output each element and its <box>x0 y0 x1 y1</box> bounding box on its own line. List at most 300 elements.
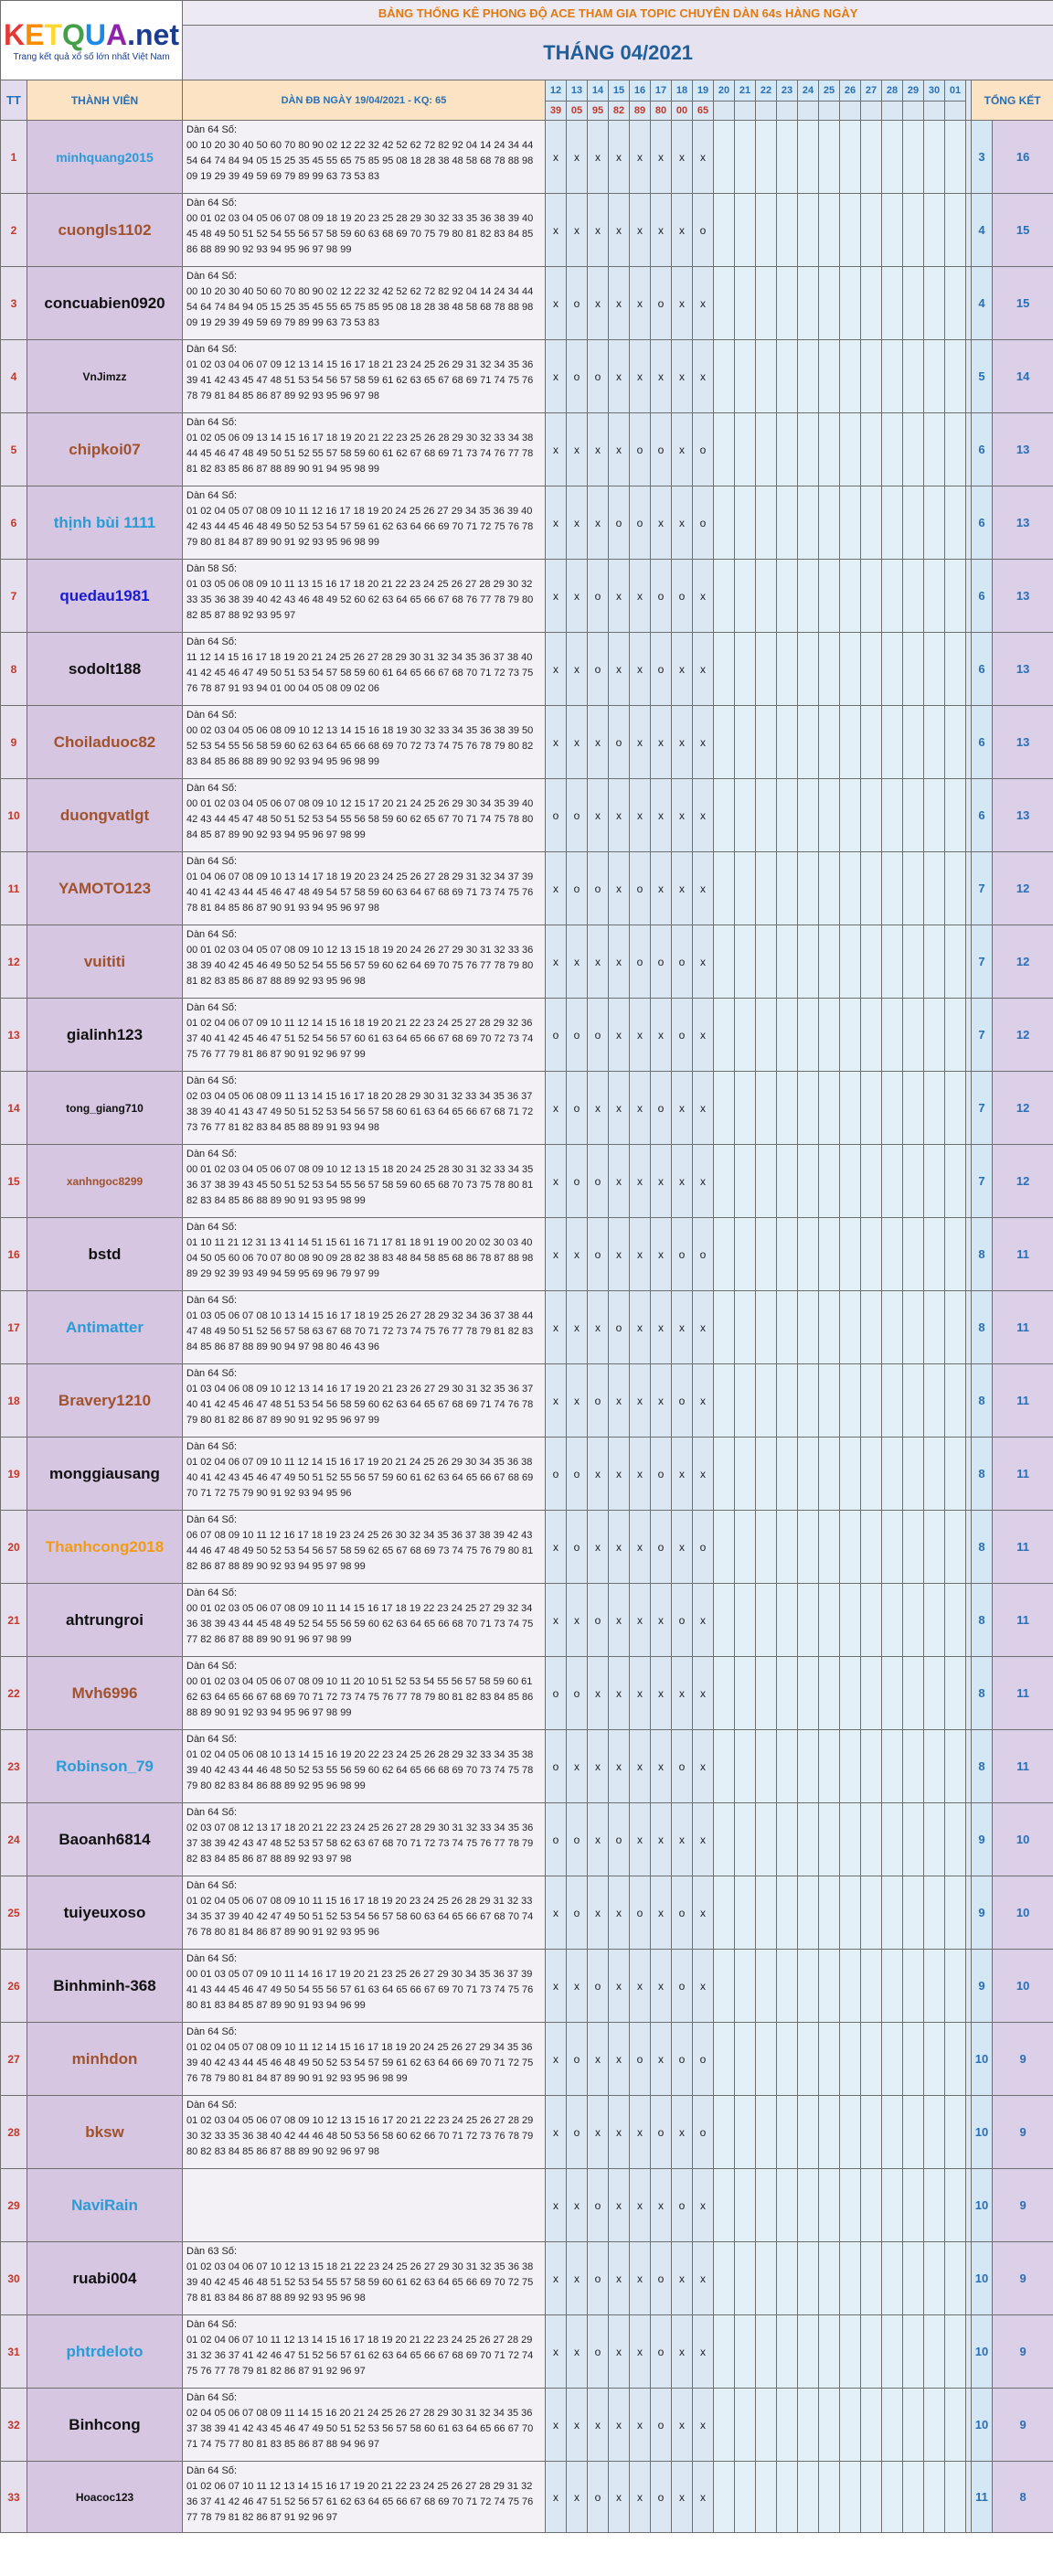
empty-day-cell <box>756 1072 777 1145</box>
dan-title: Dàn 64 Số: <box>186 344 238 355</box>
empty-day-cell <box>924 1511 945 1584</box>
empty-day-cell <box>735 925 756 999</box>
hit-mark: o <box>693 2096 714 2169</box>
empty-day-cell <box>945 852 966 925</box>
miss-count: 10 <box>972 2023 993 2096</box>
empty-day-cell <box>861 1730 882 1803</box>
member-name[interactable]: NaviRain <box>27 2169 183 2242</box>
member-name[interactable]: Binhminh-368 <box>27 1950 183 2023</box>
dan-numbers <box>183 413 546 486</box>
dan-list: 01 02 05 06 09 13 14 15 16 17 18 19 20 21 22 23 25 26 28 29 30 32 33 34 38 44 45 46 47 48 49 50 51 52 55 57 58 59 60 61 62 67 68 69 71 73 74 76 77 78 81 82 83 85 86 87 88 89 90 91 94 95 98 99 <box>186 433 534 475</box>
hit-mark: o <box>567 1072 588 1145</box>
member-name[interactable]: Mvh6996 <box>27 1657 183 1730</box>
dan-numbers <box>183 1730 546 1803</box>
hit-mark: o <box>546 779 567 852</box>
hit-mark: x <box>588 1657 609 1730</box>
empty-day-cell <box>714 560 735 633</box>
empty-day-cell <box>777 1364 798 1438</box>
empty-day-cell <box>882 2389 903 2462</box>
hit-mark: x <box>588 1803 609 1876</box>
hit-mark: o <box>567 1657 588 1730</box>
hit-mark: x <box>567 486 588 560</box>
empty-day-cell <box>798 706 819 779</box>
row-number: 32 <box>1 2389 27 2462</box>
hit-mark: x <box>630 1730 651 1803</box>
hit-mark: x <box>672 2462 693 2533</box>
empty-day-cell <box>798 1876 819 1950</box>
dan-numbers <box>183 2315 546 2389</box>
empty-day-cell <box>861 1803 882 1876</box>
total-score: 12 <box>993 999 1053 1072</box>
hit-mark: x <box>546 2315 567 2389</box>
dan-numbers <box>183 486 546 560</box>
hit-mark: x <box>672 267 693 340</box>
total-score: 10 <box>993 1876 1053 1950</box>
empty-day-cell <box>945 2242 966 2315</box>
hit-mark: x <box>672 413 693 486</box>
hit-mark: o <box>588 2315 609 2389</box>
empty-day-cell <box>924 1950 945 2023</box>
empty-day-cell <box>819 2023 840 2096</box>
hit-mark: x <box>588 2096 609 2169</box>
hit-mark: x <box>546 2169 567 2242</box>
hit-mark: x <box>630 779 651 852</box>
day-header: 21 <box>735 80 756 102</box>
empty-day-cell <box>756 486 777 560</box>
hit-mark: x <box>693 1438 714 1511</box>
empty-day-cell <box>798 2096 819 2169</box>
dan-list: 02 04 05 06 07 08 09 11 14 15 16 20 21 24 25 26 27 28 29 30 31 32 34 35 36 37 38 39 41 42 43 45 46 47 49 50 51 52 53 56 57 58 60 61 63 64 65 66 67 70 71 74 75 77 80 81 83 85 86 87 88 94 96 97 <box>186 2408 534 2450</box>
dan-numbers <box>183 1291 546 1364</box>
hit-mark: o <box>567 1511 588 1584</box>
empty-day-cell <box>714 1218 735 1291</box>
dan-numbers <box>183 2096 546 2169</box>
hit-mark: o <box>651 2389 672 2462</box>
dan-numbers <box>183 560 546 633</box>
empty-day-cell <box>924 413 945 486</box>
total-score: 12 <box>993 1145 1053 1218</box>
row-number: 6 <box>1 486 27 560</box>
empty-day-cell <box>861 1876 882 1950</box>
day-header: 19 <box>693 80 714 102</box>
empty-day-cell <box>756 706 777 779</box>
empty-day-cell <box>714 1511 735 1584</box>
member-name[interactable]: Choiladuoc82 <box>27 706 183 779</box>
day-header: 16 <box>630 80 651 102</box>
empty-day-cell <box>735 2169 756 2242</box>
hit-mark: x <box>630 1803 651 1876</box>
hit-mark: o <box>672 999 693 1072</box>
hit-mark: o <box>588 1584 609 1657</box>
empty-day-cell <box>861 779 882 852</box>
hit-mark: o <box>651 2242 672 2315</box>
empty-day-cell <box>798 1584 819 1657</box>
empty-day-cell <box>903 1657 924 1730</box>
empty-day-cell <box>840 2096 861 2169</box>
member-row <box>1 1438 1053 1511</box>
dan-title: Dàn 64 Số: <box>186 490 238 501</box>
empty-day-cell <box>840 121 861 194</box>
empty-day-cell <box>777 2096 798 2169</box>
dan-list: 00 01 02 03 04 05 06 07 08 09 10 12 15 17 20 21 24 25 26 29 30 34 35 39 40 42 43 44 45 47 48 50 51 52 53 54 55 56 58 59 60 62 65 67 70 71 74 75 78 80 84 85 87 89 90 92 93 94 95 96 97 98 99 <box>186 798 534 840</box>
empty-day-cell <box>882 925 903 999</box>
empty-day-cell <box>924 925 945 999</box>
member-name[interactable]: phtrdeloto <box>27 2315 183 2389</box>
empty-day-cell <box>735 1364 756 1438</box>
dan-title: Dàn 64 Số: <box>186 929 238 940</box>
empty-day-cell <box>903 267 924 340</box>
empty-day-cell <box>798 2389 819 2462</box>
hit-mark: x <box>546 413 567 486</box>
dan-list: 01 02 03 04 05 06 07 08 09 10 12 13 15 16 17 20 21 22 23 24 25 26 27 28 29 30 32 33 35 36 38 40 42 44 46 48 50 53 56 58 60 62 66 70 71 72 73 76 78 79 80 82 83 84 85 86 87 88 89 90 92 96 97 98 <box>186 2115 534 2157</box>
empty-day-cell <box>714 2242 735 2315</box>
empty-day-cell <box>714 779 735 852</box>
empty-day-cell <box>840 267 861 340</box>
member-row <box>1 2096 1053 2169</box>
empty-day-cell <box>924 2096 945 2169</box>
empty-day-cell <box>861 1438 882 1511</box>
member-name[interactable]: Robinson_79 <box>27 1730 183 1803</box>
hit-mark: x <box>588 1072 609 1145</box>
member-name[interactable]: Bravery1210 <box>27 1364 183 1438</box>
empty-day-cell <box>798 999 819 1072</box>
empty-day-cell <box>819 1657 840 1730</box>
empty-day-cell <box>777 1657 798 1730</box>
empty-day-cell <box>756 1218 777 1291</box>
row-number: 12 <box>1 925 27 999</box>
dan-numbers <box>183 925 546 999</box>
miss-count: 10 <box>972 2315 993 2389</box>
empty-day-cell <box>819 1584 840 1657</box>
dan-numbers <box>183 706 546 779</box>
member-row <box>1 1218 1053 1291</box>
hit-mark: o <box>567 779 588 852</box>
hit-mark: x <box>651 194 672 267</box>
total-score: 11 <box>993 1291 1053 1364</box>
member-name[interactable]: Hoacoc123 <box>27 2462 183 2533</box>
hit-mark: x <box>546 1950 567 2023</box>
empty-day-cell <box>882 852 903 925</box>
hit-mark: o <box>651 267 672 340</box>
day-header: 15 <box>609 80 630 102</box>
empty-day-cell <box>861 1364 882 1438</box>
member-name[interactable]: ruabi004 <box>27 2242 183 2315</box>
miss-count: 6 <box>972 633 993 706</box>
hit-mark: x <box>672 121 693 194</box>
empty-day-cell <box>945 267 966 340</box>
day-header: 22 <box>756 80 777 102</box>
hit-mark: x <box>567 1730 588 1803</box>
hit-mark: o <box>588 1364 609 1438</box>
dan-title: Dàn 64 Số: <box>186 1075 238 1086</box>
member-name[interactable]: Binhcong <box>27 2389 183 2462</box>
empty-day-cell <box>714 2315 735 2389</box>
empty-day-cell <box>777 267 798 340</box>
member-name[interactable]: cuongls1102 <box>27 194 183 267</box>
hit-mark: x <box>630 267 651 340</box>
empty-day-cell <box>777 1072 798 1145</box>
hit-mark: x <box>693 633 714 706</box>
dan-numbers <box>183 1950 546 2023</box>
dan-title: Dàn 64 Số: <box>186 710 238 721</box>
hit-mark: x <box>672 1803 693 1876</box>
hit-mark: x <box>693 1657 714 1730</box>
member-name[interactable]: ahtrungroi <box>27 1584 183 1657</box>
empty-day-cell <box>756 2023 777 2096</box>
hit-mark: x <box>567 1218 588 1291</box>
empty-day-cell <box>777 2023 798 2096</box>
header-total: TỔNG KẾT <box>972 80 1053 121</box>
empty-day-cell <box>777 999 798 1072</box>
hit-mark: x <box>546 1511 567 1584</box>
hit-mark: o <box>567 1803 588 1876</box>
member-name[interactable]: minhdon <box>27 2023 183 2096</box>
dan-numbers <box>183 1511 546 1584</box>
dan-title: Dàn 64 Số: <box>186 1734 238 1745</box>
empty-day-cell <box>924 2023 945 2096</box>
hit-mark: o <box>588 2242 609 2315</box>
member-name[interactable]: monggiausang <box>27 1438 183 1511</box>
empty-day-cell <box>882 1145 903 1218</box>
miss-count: 8 <box>972 1438 993 1511</box>
empty-day-cell <box>861 121 882 194</box>
day-header: 13 <box>567 80 588 102</box>
row-number: 29 <box>1 2169 27 2242</box>
member-name[interactable]: Baoanh6814 <box>27 1803 183 1876</box>
member-name[interactable]: VnJimzz <box>27 340 183 413</box>
member-name[interactable]: quedau1981 <box>27 560 183 633</box>
empty-day-cell <box>735 1584 756 1657</box>
empty-day-cell <box>882 1584 903 1657</box>
hit-mark: o <box>651 925 672 999</box>
hit-mark: x <box>609 852 630 925</box>
empty-day-cell <box>777 1730 798 1803</box>
miss-count: 6 <box>972 779 993 852</box>
empty-day-cell <box>903 1584 924 1657</box>
miss-count: 8 <box>972 1730 993 1803</box>
dan-title: Dàn 64 Số: <box>186 1222 238 1233</box>
result-cell: 05 <box>567 102 588 121</box>
hit-mark: x <box>609 999 630 1072</box>
hit-mark: x <box>609 1584 630 1657</box>
hit-mark: x <box>693 1730 714 1803</box>
dan-title: Dàn 64 Số: <box>186 271 238 282</box>
hit-mark: x <box>693 852 714 925</box>
empty-day-cell <box>945 2096 966 2169</box>
hit-mark: x <box>651 2023 672 2096</box>
empty-day-cell <box>756 2315 777 2389</box>
total-score: 13 <box>993 486 1053 560</box>
hit-mark: x <box>546 633 567 706</box>
member-name[interactable]: thịnh bùi 1111 <box>27 486 183 560</box>
miss-count: 10 <box>972 2096 993 2169</box>
hit-mark: o <box>672 560 693 633</box>
empty-day-cell <box>861 925 882 999</box>
member-name[interactable]: vuititi <box>27 925 183 999</box>
empty-day-cell <box>756 1876 777 1950</box>
dan-list: 01 02 04 06 07 10 11 12 13 14 15 16 17 18 19 20 21 22 23 24 25 26 27 28 29 31 32 36 37 41 42 46 47 51 52 56 57 61 62 63 64 65 66 67 68 69 70 71 72 74 75 76 77 78 79 81 82 86 87 91 92 96 97 <box>186 2335 534 2377</box>
member-name[interactable]: duongvatlgt <box>27 779 183 852</box>
empty-day-cell <box>714 1291 735 1364</box>
empty-day-cell <box>735 1145 756 1218</box>
empty-day-cell <box>798 1803 819 1876</box>
dan-title: Dàn 64 Số: <box>186 1587 238 1598</box>
hit-mark: x <box>546 2096 567 2169</box>
member-name[interactable]: minhquang2015 <box>27 121 183 194</box>
empty-day-cell <box>924 706 945 779</box>
empty-day-cell <box>840 852 861 925</box>
row-number: 22 <box>1 1657 27 1730</box>
logo[interactable] <box>1 1 183 80</box>
empty-day-cell <box>714 1072 735 1145</box>
empty-day-cell <box>840 2389 861 2462</box>
member-name[interactable]: YAMOTO123 <box>27 852 183 925</box>
member-name[interactable]: Thanhcong2018 <box>27 1511 183 1584</box>
empty-day-cell <box>861 1950 882 2023</box>
empty-day-cell <box>756 121 777 194</box>
empty-day-cell <box>735 1511 756 1584</box>
empty-day-cell <box>945 121 966 194</box>
empty-day-cell <box>861 2242 882 2315</box>
empty-day-cell <box>714 340 735 413</box>
empty-day-cell <box>882 2096 903 2169</box>
empty-day-cell <box>756 633 777 706</box>
total-score: 13 <box>993 633 1053 706</box>
empty-day-cell <box>798 2462 819 2533</box>
empty-day-cell <box>735 267 756 340</box>
dan-list: 01 02 04 05 07 08 09 10 11 12 14 15 16 17 18 19 20 24 25 26 27 29 34 35 36 39 40 42 43 44 45 46 48 49 50 52 53 54 57 59 61 62 63 64 66 69 70 71 72 75 76 78 79 80 81 84 87 89 90 91 92 93 95 96 98 99 <box>186 2042 534 2084</box>
row-number: 28 <box>1 2096 27 2169</box>
dan-list: 01 03 05 06 08 09 10 11 13 15 16 17 18 20 21 22 23 24 25 26 27 28 29 30 32 33 35 36 38 39 40 42 43 46 48 49 52 60 62 63 64 65 66 67 68 76 77 78 79 80 82 85 87 88 92 93 95 97 <box>186 579 534 621</box>
hit-mark: x <box>693 2389 714 2462</box>
empty-day-cell <box>840 2315 861 2389</box>
empty-day-cell <box>840 1072 861 1145</box>
empty-day-cell <box>714 1145 735 1218</box>
row-number: 30 <box>1 2242 27 2315</box>
empty-day-cell <box>861 267 882 340</box>
empty-day-cell <box>945 2462 966 2533</box>
hit-mark: x <box>609 1218 630 1291</box>
hit-mark: x <box>693 1291 714 1364</box>
empty-day-cell <box>819 779 840 852</box>
row-number: 24 <box>1 1803 27 1876</box>
dan-title: Dàn 64 Số: <box>186 636 238 647</box>
empty-day-cell <box>903 779 924 852</box>
hit-mark: x <box>588 925 609 999</box>
empty-day-cell <box>735 1803 756 1876</box>
empty-day-cell <box>840 1438 861 1511</box>
empty-day-cell <box>861 852 882 925</box>
empty-day-cell <box>735 121 756 194</box>
member-name[interactable]: bstd <box>27 1218 183 1291</box>
hit-mark: o <box>693 194 714 267</box>
hit-mark: x <box>609 267 630 340</box>
hit-mark: x <box>630 706 651 779</box>
member-name[interactable]: gialinh123 <box>27 999 183 1072</box>
total-score: 9 <box>993 2023 1053 2096</box>
miss-count: 4 <box>972 267 993 340</box>
member-name[interactable]: xanhngoc8299 <box>27 1145 183 1218</box>
empty-day-cell <box>924 1438 945 1511</box>
member-row <box>1 852 1053 925</box>
empty-day-cell <box>777 1438 798 1511</box>
empty-day-cell <box>882 779 903 852</box>
empty-day-cell <box>882 267 903 340</box>
member-name[interactable]: bksw <box>27 2096 183 2169</box>
dan-list: 01 02 03 04 06 07 10 12 13 15 18 21 22 23 24 25 26 27 29 30 31 32 35 36 38 39 40 42 45 46 48 51 52 53 54 55 57 58 59 60 61 62 63 64 65 66 69 70 72 75 78 81 83 84 86 87 88 89 92 93 95 96 98 <box>186 2261 534 2303</box>
empty-day-cell <box>798 2242 819 2315</box>
empty-day-cell <box>735 852 756 925</box>
member-row <box>1 340 1053 413</box>
dan-list: 01 03 05 06 07 08 10 13 14 15 16 17 18 19 25 26 27 28 29 32 34 36 37 38 44 47 48 49 50 51 52 56 57 58 63 67 68 70 71 72 73 74 75 76 77 78 79 81 82 83 84 85 86 87 88 89 90 94 97 98 80 46 43 96 <box>186 1310 534 1352</box>
hit-mark: x <box>693 2242 714 2315</box>
empty-day-cell <box>819 413 840 486</box>
empty-day-cell <box>840 706 861 779</box>
member-name[interactable]: tong_giang710 <box>27 1072 183 1145</box>
empty-day-cell <box>840 1657 861 1730</box>
hit-mark: o <box>651 633 672 706</box>
empty-day-cell <box>777 1511 798 1584</box>
member-row <box>1 1145 1053 1218</box>
empty-day-cell <box>882 2242 903 2315</box>
empty-day-cell <box>777 2462 798 2533</box>
empty-day-cell <box>882 486 903 560</box>
dan-numbers <box>183 121 546 194</box>
empty-day-cell <box>924 1657 945 1730</box>
empty-day-cell <box>777 1803 798 1876</box>
dan-title: Dàn 64 Số: <box>186 2100 238 2111</box>
empty-day-cell <box>798 1730 819 1803</box>
hit-mark: x <box>588 413 609 486</box>
member-name[interactable]: tuiyeuxoso <box>27 1876 183 1950</box>
day-header: 12 <box>546 80 567 102</box>
empty-day-cell <box>924 2315 945 2389</box>
row-number: 11 <box>1 852 27 925</box>
empty-day-cell <box>882 1876 903 1950</box>
dan-list: 01 02 04 05 07 08 09 10 11 12 16 17 18 19 20 24 25 26 27 29 34 35 36 39 40 42 43 44 45 46 48 49 50 52 53 54 57 59 61 62 63 64 66 69 70 71 72 75 76 78 79 80 81 84 87 89 90 91 92 93 95 96 98 99 <box>186 506 534 548</box>
empty-day-cell <box>861 2315 882 2389</box>
empty-day-cell <box>777 2315 798 2389</box>
empty-day-cell <box>924 1876 945 1950</box>
hit-mark: x <box>588 194 609 267</box>
member-name[interactable]: Antimatter <box>27 1291 183 1364</box>
empty-day-cell <box>882 121 903 194</box>
empty-day-cell <box>819 1218 840 1291</box>
result-cell <box>945 102 966 121</box>
hit-mark: x <box>693 560 714 633</box>
hit-mark: x <box>651 1145 672 1218</box>
hit-mark: x <box>546 340 567 413</box>
miss-count: 7 <box>972 999 993 1072</box>
dan-numbers <box>183 1072 546 1145</box>
dan-list: 00 02 03 04 05 06 08 09 10 12 13 14 15 16 18 19 30 32 33 34 35 36 38 39 50 52 53 54 55 56 58 59 60 62 63 64 65 66 68 69 70 72 73 74 75 76 78 79 80 82 83 84 85 86 88 89 90 92 93 94 95 96 98 99 <box>186 725 534 767</box>
member-name[interactable]: concuabien0920 <box>27 267 183 340</box>
empty-day-cell <box>735 560 756 633</box>
hit-mark: o <box>672 1364 693 1438</box>
empty-day-cell <box>777 340 798 413</box>
empty-day-cell <box>903 1730 924 1803</box>
row-number: 10 <box>1 779 27 852</box>
empty-day-cell <box>777 1876 798 1950</box>
dan-list: 01 03 04 06 08 09 10 12 13 14 16 17 19 20 21 23 26 27 29 30 31 32 35 36 37 40 41 42 45 46 47 48 51 53 54 56 58 59 60 62 63 64 65 67 68 69 71 74 76 78 79 80 81 82 86 87 89 90 91 92 95 96 97 99 <box>186 1384 534 1426</box>
dan-title: Dàn 63 Số: <box>186 2246 238 2257</box>
dan-title: Dàn 64 Số: <box>186 1441 238 1452</box>
member-name[interactable]: sodolt188 <box>27 633 183 706</box>
hit-mark: x <box>672 194 693 267</box>
empty-day-cell <box>945 486 966 560</box>
member-name[interactable]: chipkoi07 <box>27 413 183 486</box>
empty-day-cell <box>861 999 882 1072</box>
